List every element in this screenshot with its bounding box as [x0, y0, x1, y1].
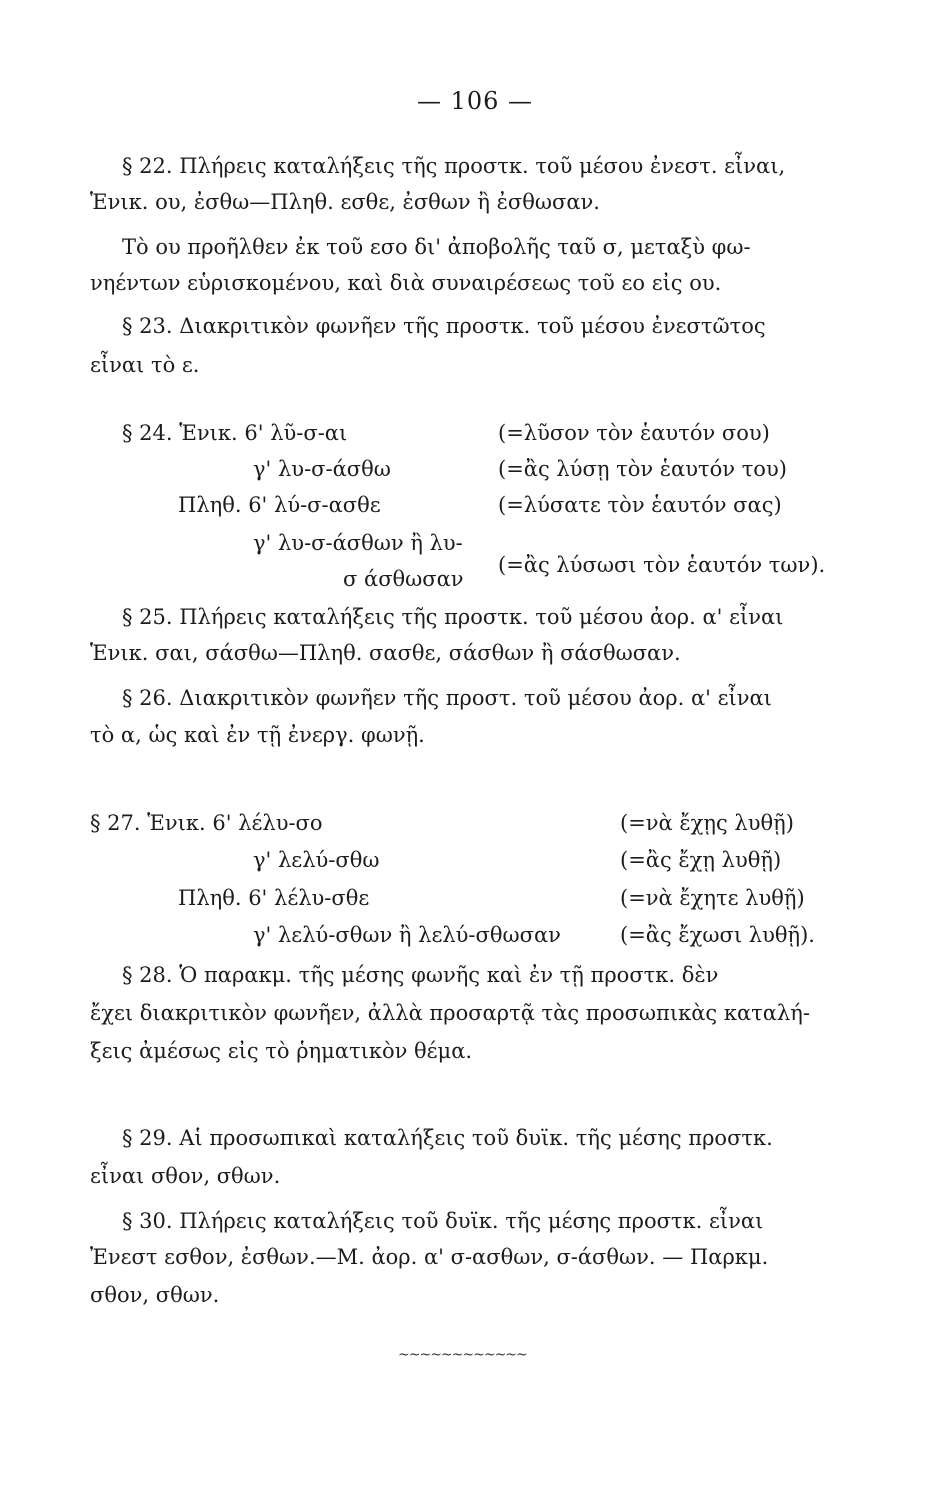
section-22-line-1: § 22. Πλήρεις καταλήξεις τῆς προστκ. τοῦ μέσου ἐνεστ. εἶναι, — [122, 154, 786, 178]
section-25-line-2: Ἑνικ. σαι, σάσθω—Πληθ. σασθε, σάσθων ἢ σάσθωσαν. — [90, 641, 681, 665]
section-30-line-2: Ἐνεστ εσθον, ἐσθων.—Μ. ἀορ. α' σ-ασθων, σ-άσθων. — Παρκμ. — [90, 1245, 769, 1269]
section-27-row-2-gloss: (=ἂς ἔχῃ λυθῇ) — [620, 848, 782, 872]
section-24-row-1-form: § 24. Ἑνικ. 6' λῦ-σ-αι — [122, 421, 348, 445]
end-ornament: ~~~~~~~~~~~~ — [398, 1347, 527, 1363]
section-27-row-4-form: γ' λελύ-σθων ἢ λελύ-σθωσαν — [253, 923, 561, 947]
section-27-row-3-gloss: (=νὰ ἔχητε λυθῇ) — [620, 886, 805, 910]
section-27-row-2-form: γ' λελύ-σθω — [253, 848, 380, 872]
section-30-line-1: § 30. Πλήρεις καταλήξεις τοῦ δυϊκ. τῆς μέσης προστκ. εἶναι — [122, 1209, 764, 1233]
section-24-row-1-gloss: (=λῦσον τὸν ἑαυτόν σου) — [498, 421, 770, 445]
section-28-line-1: § 28. Ὁ παρακμ. τῆς μέσης φωνῆς καὶ ἐν τῇ προστκ. δὲν — [122, 963, 719, 987]
section-22-line-4: νηέντων εὑρισκομένου, καὶ διὰ συναιρέσεως τοῦ εο εἰς ου. — [90, 271, 722, 295]
section-25-line-1: § 25. Πλήρεις καταλήξεις τῆς προστκ. τοῦ μέσου ἀορ. α' εἶναι — [122, 605, 784, 629]
section-27-row-4-gloss: (=ἂς ἔχωσι λυθῇ). — [620, 923, 815, 947]
section-29-line-2: εἶναι σθον, σθων. — [90, 1164, 281, 1188]
section-26-line-1: § 26. Διακριτικὸν φωνῆεν τῆς προστ. τοῦ μέσου ἀορ. α' εἶναι — [122, 686, 772, 710]
section-29-line-1: § 29. Αἱ προσωπικαὶ καταλήξεις τοῦ δυϊκ. τῆς μέσης προστκ. — [122, 1126, 773, 1150]
section-24-row-4-form: γ' λυ-σ-άσθων ἢ λυ- — [253, 531, 463, 555]
section-22-line-2: Ἑνικ. ου, ἐσθω—Πληθ. εσθε, ἐσθων ἢ ἐσθωσαν. — [90, 190, 600, 214]
page-number: — 106 — — [416, 87, 534, 115]
section-27-row-3-form: Πληθ. 6' λέλυ-σθε — [178, 886, 370, 910]
section-23-line-2: εἶναι τὸ ε. — [90, 353, 200, 377]
section-24-row-2-form: γ' λυ-σ-άσθω — [253, 457, 391, 481]
section-26-line-2: τὸ α, ὡς καὶ ἐν τῇ ἐνεργ. φωνῇ. — [90, 723, 425, 747]
section-24-row-2-gloss: (=ἂς λύσῃ τὸν ἑαυτόν του) — [498, 457, 787, 481]
section-24-row-3-form: Πληθ. 6' λύ-σ-ασθε — [178, 493, 381, 517]
section-23-line-1: § 23. Διακριτικὸν φωνῆεν τῆς προστκ. τοῦ μέσου ἐνεστῶτος — [122, 314, 766, 338]
section-27-row-1-form: § 27. Ἑνικ. 6' λέλυ-σο — [90, 811, 323, 835]
section-24-row-4-gloss: (=ἂς λύσωσι τὸν ἑαυτόν των). — [498, 553, 826, 577]
section-28-line-3: ξεις ἀμέσως εἰς τὸ ῥηματικὸν θέμα. — [90, 1039, 473, 1063]
section-24-row-3-gloss: (=λύσατε τὸν ἑαυτόν σας) — [498, 493, 782, 517]
section-22-line-3: Τὸ ου προῆλθεν ἐκ τοῦ εσο δι' ἀποβολῆς ταῦ σ, μεταξὺ φω- — [122, 235, 751, 259]
section-28-line-2: ἔχει διακριτικὸν φωνῆεν, ἀλλὰ προσαρτᾷ τὰς προσωπικὰς καταλή- — [90, 1001, 810, 1025]
section-30-line-3: σθον, σθων. — [90, 1283, 220, 1307]
section-24-row-4-form-cont: σ άσθωσαν — [343, 567, 464, 591]
section-27-row-1-gloss: (=νὰ ἔχῃς λυθῇ) — [620, 811, 794, 835]
